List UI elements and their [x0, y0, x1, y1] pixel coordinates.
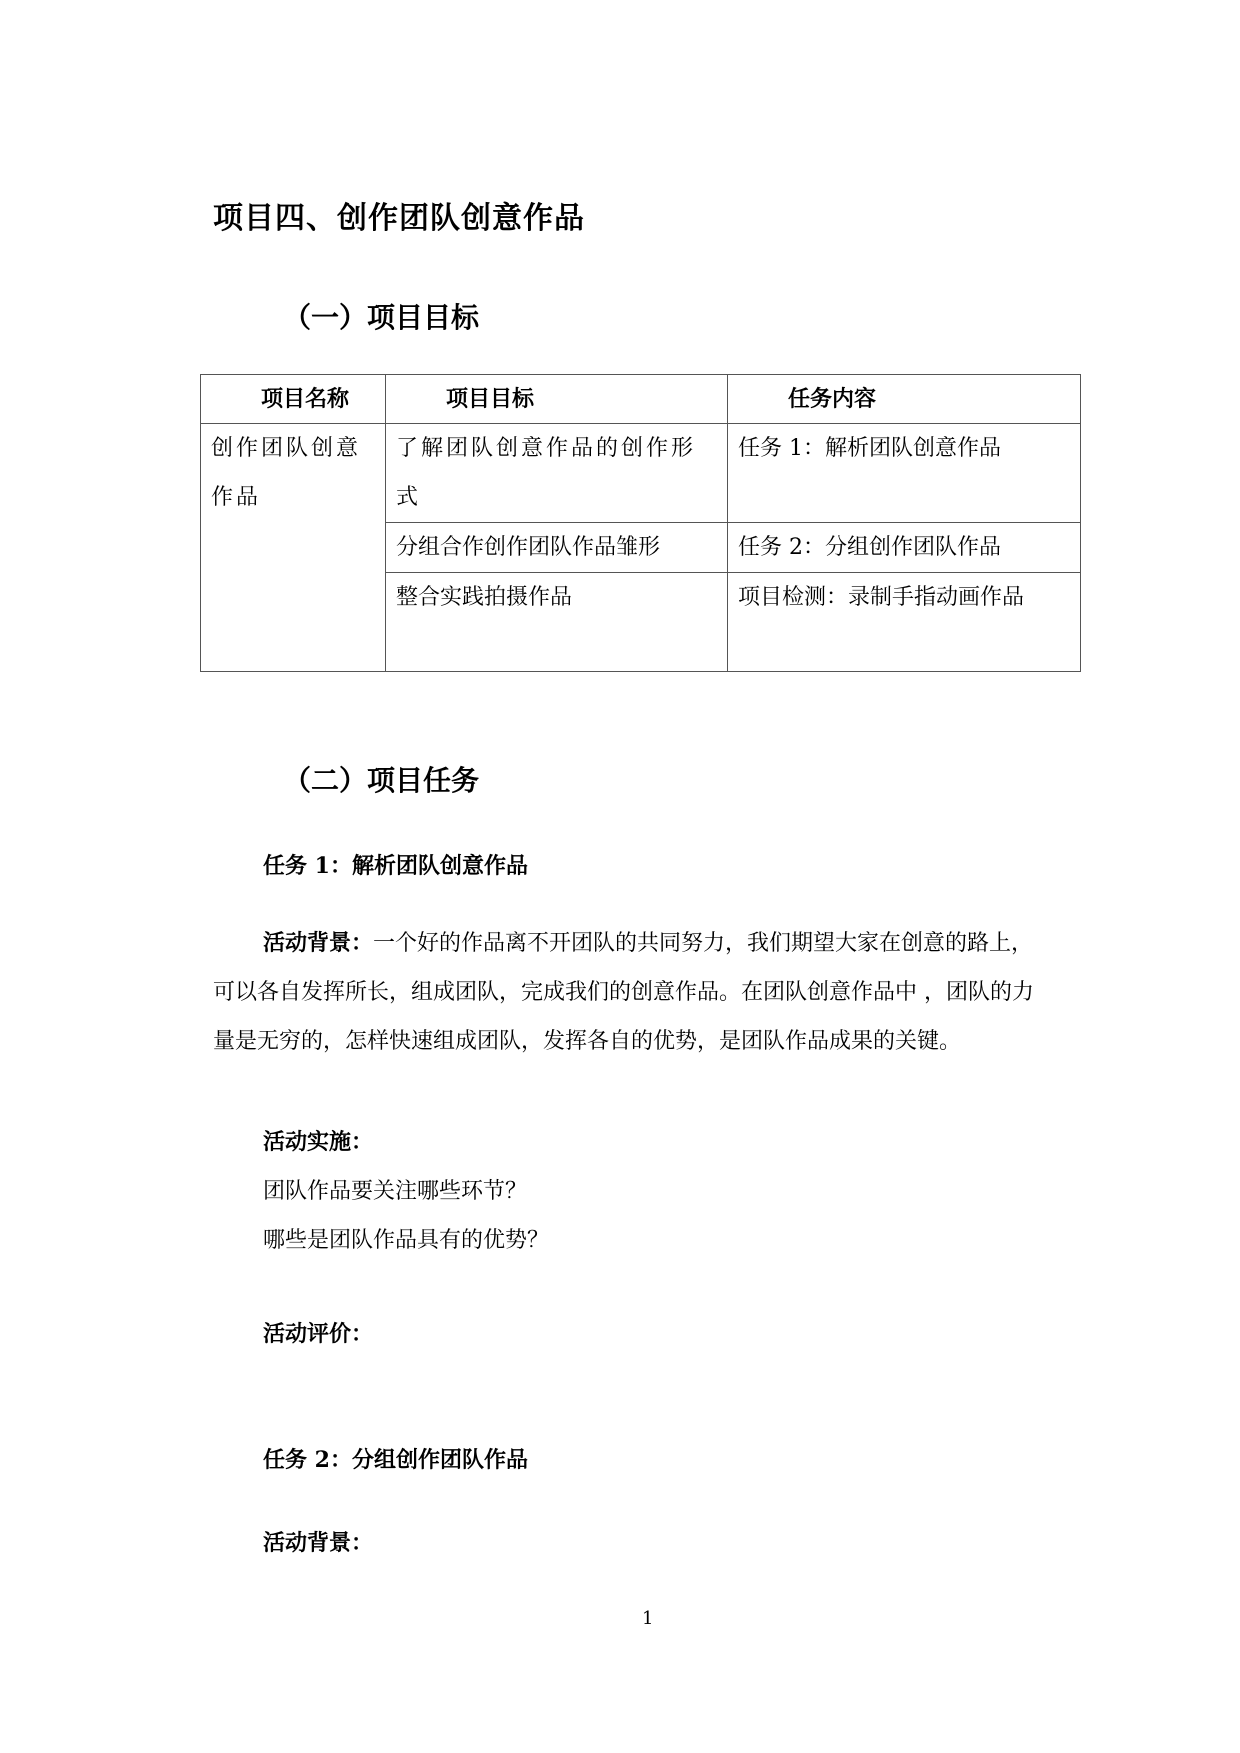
goals-table	[200, 374, 1081, 672]
table-cell-project-name: 创作团队创意作品	[201, 424, 386, 672]
table-header: 项目目标	[386, 375, 728, 424]
section-goals-heading: （一）项目目标	[283, 301, 480, 334]
page-number: 1	[642, 1608, 654, 1629]
task1-evaluation-label: 活动评价：	[263, 1321, 374, 1347]
task1-background-text: 一个好的作品离不开团队的共同努力，我们期望大家在创意的路上，可以各自发挥所长，组成团队，完成我们的创意作品。在团队创意作品中 ，团队的力量是无穷的，怎样快速组成团队，发挥各自的优势，是团队作品成果的关键。	[213, 931, 1034, 1054]
task1-question: 团队作品要关注哪些环节？	[263, 1179, 528, 1204]
table-header-row	[201, 375, 1081, 424]
table-cell-task: 任务 2：分组创作团队作品	[728, 523, 1081, 573]
task1-background	[213, 919, 1053, 1066]
table-cell-task: 任务 1：解析团队创意作品	[728, 424, 1081, 523]
table-header: 项目名称	[201, 375, 386, 424]
task1-background-label: 活动背景：	[263, 930, 374, 956]
task1-question: 哪些是团队作品具有的优势？	[263, 1228, 550, 1253]
page-title: 项目四、创作团队创意作品	[213, 201, 585, 236]
task1-implementation-label: 活动实施：	[263, 1129, 374, 1155]
table-cell-goal: 分组合作创作团队作品雏形	[386, 523, 728, 573]
table-cell-goal: 了解团队创意作品的创作形式	[386, 424, 728, 523]
table-header: 任务内容	[728, 375, 1081, 424]
table-row	[201, 424, 1081, 523]
task2-title: 任务 2：分组创作团队作品	[263, 1447, 528, 1473]
task1-title: 任务 1：解析团队创意作品	[263, 853, 528, 879]
table-cell-task: 项目检测：录制手指动画作品	[728, 573, 1081, 672]
table-cell-goal: 整合实践拍摄作品	[386, 573, 728, 672]
section-tasks-heading: （二）项目任务	[283, 764, 480, 797]
task2-background-label: 活动背景：	[263, 1530, 374, 1556]
